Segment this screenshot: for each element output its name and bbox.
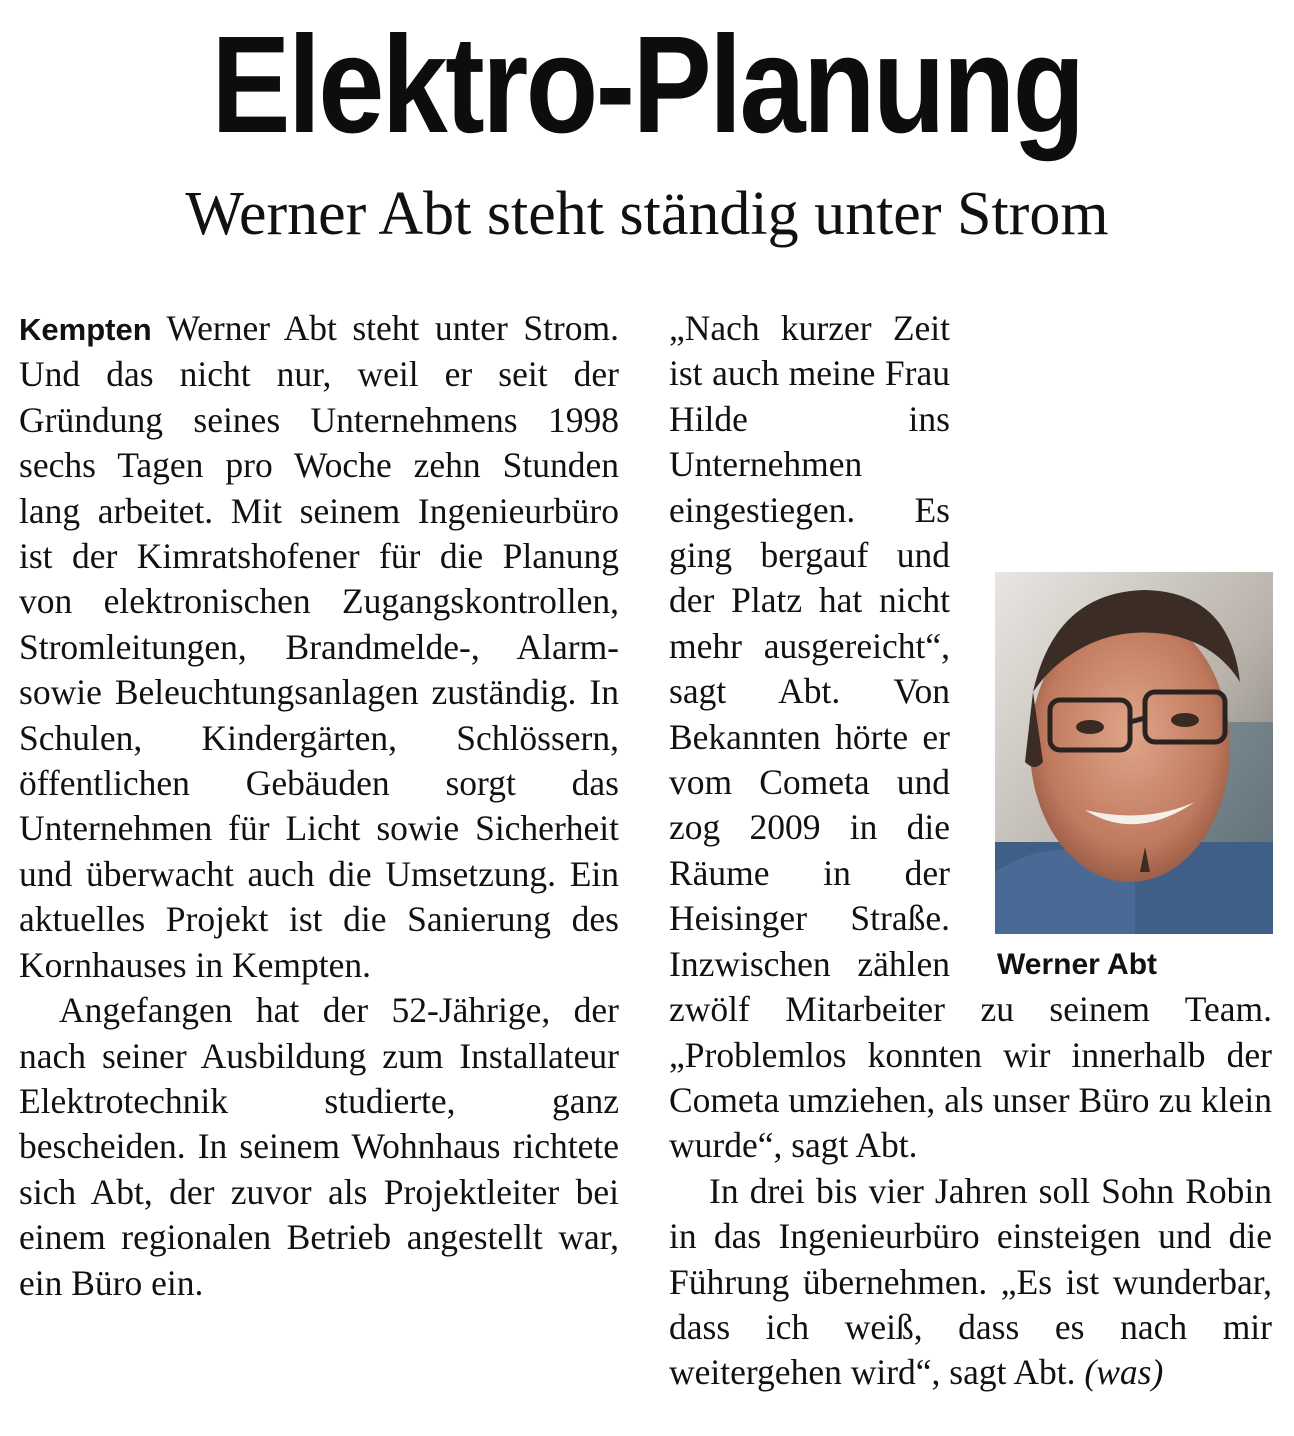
author-signature: (was) bbox=[1084, 1352, 1164, 1393]
photo-caption: Werner Abt bbox=[997, 948, 1158, 981]
paragraph-2: Angefangen hat der 52-Jährige, der nach seiner Ausbildung zum Installateur Elektrotechnik studierte, ganz bescheiden. In seinem Wohnhaus richtete sich Abt, der zuvor als Projektleiter bei einem regionalen Betrieb angestellt war, ein Büro ein. bbox=[19, 990, 619, 1303]
paragraph-3-text: „Nach kurzer Zeit ist auch meine Frau Hilde ins Unternehmen eingestiegen. Es ging bergauf und der Platz hat nicht mehr ausgereicht“, sagt Abt. Von Bekannten hörte er vom Cometa und zog 2009 in die Räume in der Heisinger Straße. Inzwischen zählen zwölf Mitarbeiter zu seinem Team. „Problemlos konnten wir innerhalb der Cometa umziehen, als unser Büro zu klein wurde“, sagt Abt. bbox=[669, 308, 1272, 1166]
headline: Elektro-Planung bbox=[211, 8, 1083, 162]
subheadline: Werner Abt steht ständig unter Strom bbox=[185, 180, 1109, 248]
paragraph-4 bbox=[669, 1169, 1272, 1396]
paragraph-4-text: In drei bis vier Jahren soll Sohn Robin in das Ingenieurbüro einsteigen und die Führung übernehmen. „Es ist wunderbar, dass ich weiß, dass es nach mir weitergehen wird“, sagt Abt. bbox=[669, 1170, 1272, 1393]
paragraph-1-text: Werner Abt steht unter Strom. Und das nicht nur, weil er seit der Gründung seines Unternehmens 1998 sechs Tagen pro Woche zehn Stunden lang arbeitet. Mit seinem Ingenieurbüro ist der Kimratshofener für die Planung von elektronischen Zugangskontrollen, Stromleitungen, Brandmelde-, Alarm- sowie Beleuchtungsanlagen zuständig. In Schulen, Kindergärten, Schlössern, öffentlichen Gebäuden sorgt das Unternehmen für Licht sowie Sicherheit und überwacht auch die Umsetzung. Ein aktuelles Projekt ist die Sanierung des Kornhauses in Kempten. bbox=[19, 308, 619, 985]
article-column-left bbox=[19, 306, 619, 1306]
portrait-photo-icon bbox=[995, 572, 1273, 934]
paragraph-1 bbox=[19, 306, 619, 988]
portrait-photo-svg bbox=[995, 572, 1273, 934]
dateline: Kempten bbox=[19, 312, 152, 347]
